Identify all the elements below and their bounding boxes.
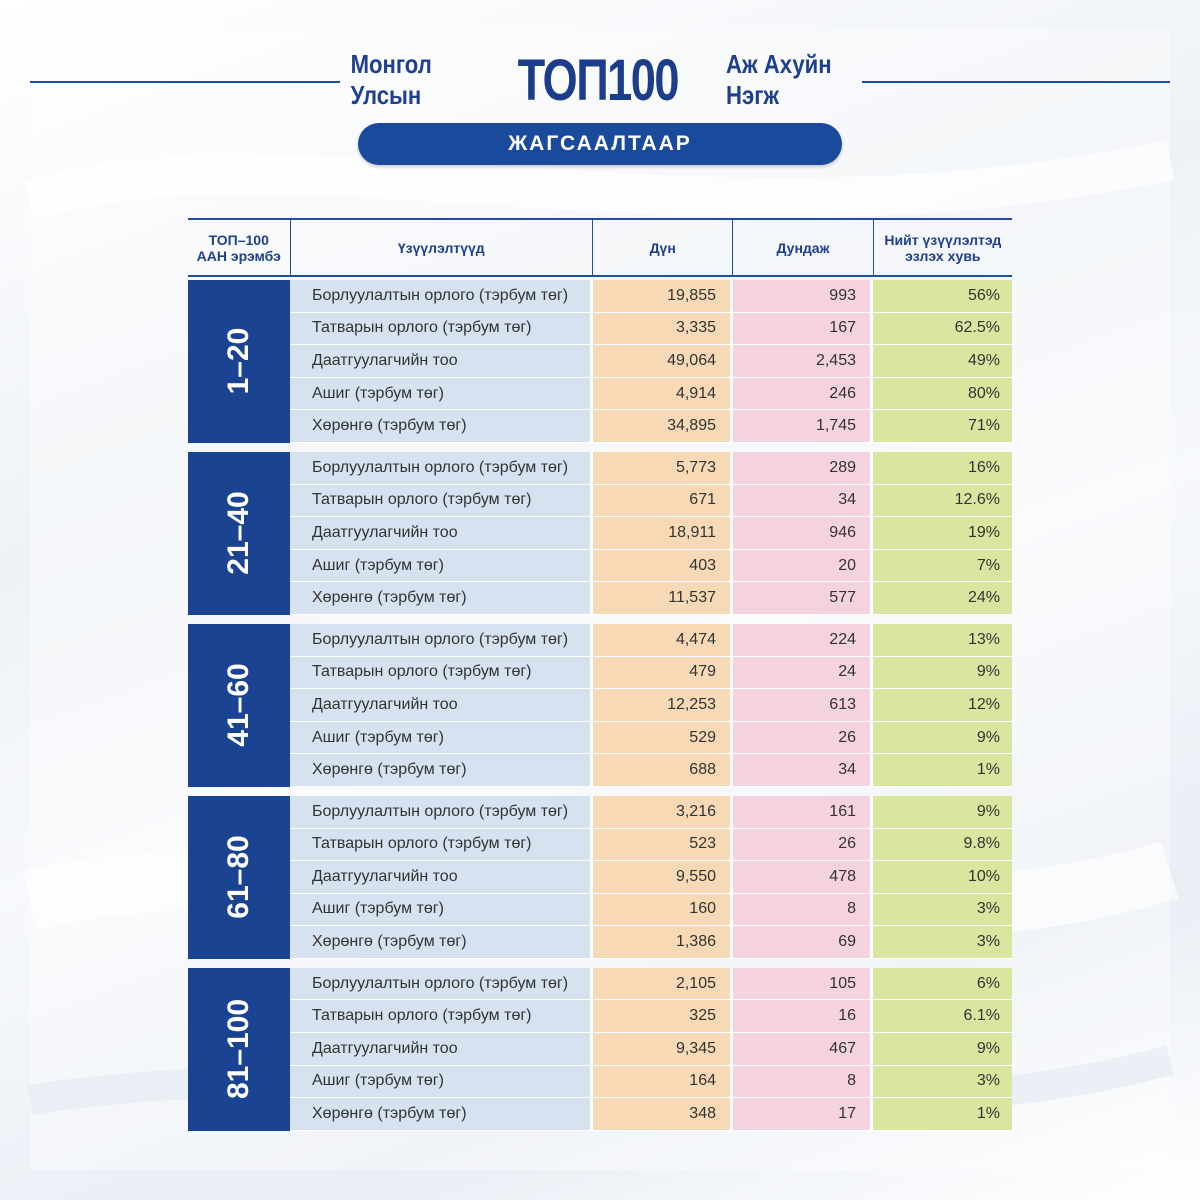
pct-cell: 9% <box>873 1033 1012 1066</box>
table-row <box>290 280 1012 313</box>
header-rule-right <box>862 81 1170 83</box>
table-row <box>290 1066 1012 1099</box>
sum-cell: 164 <box>593 1066 733 1099</box>
avg-cell: 17 <box>733 1098 873 1131</box>
sum-cell: 9,550 <box>593 861 733 894</box>
sum-cell: 5,773 <box>593 452 733 485</box>
rank-group <box>188 452 1012 615</box>
sum-cell: 403 <box>593 550 733 583</box>
avg-cell: 24 <box>733 657 873 690</box>
indicator-cell: Татварын орлого (тэрбум төг) <box>290 1000 593 1033</box>
pct-cell: 6% <box>873 968 1012 1001</box>
page-title <box>340 47 862 113</box>
header-pct-label: Нийт үзүүлэлтэд эзлэх хувь <box>884 231 1002 264</box>
sum-cell: 688 <box>593 754 733 787</box>
table-row <box>290 1000 1012 1033</box>
avg-cell: 167 <box>733 313 873 346</box>
indicator-cell: Хөрөнгө (тэрбум төг) <box>290 582 593 615</box>
avg-cell: 577 <box>733 582 873 615</box>
section-banner: ЖАГСААЛТААР <box>358 123 842 165</box>
table-row <box>290 517 1012 550</box>
header-rank-label: ТОП–100 ААН эрэмбэ <box>196 231 281 264</box>
table-row <box>290 968 1012 1001</box>
indicator-cell: Хөрөнгө (тэрбум төг) <box>290 926 593 959</box>
indicator-cell: Татварын орлого (тэрбум төг) <box>290 657 593 690</box>
table-row <box>290 550 1012 583</box>
pct-cell: 10% <box>873 861 1012 894</box>
rank-band <box>188 624 290 787</box>
indicator-cell: Даатгуулагчийн тоо <box>290 517 593 550</box>
indicator-cell: Ашиг (тэрбум төг) <box>290 378 593 411</box>
avg-cell: 105 <box>733 968 873 1001</box>
sum-cell: 12,253 <box>593 689 733 722</box>
group-rows <box>290 452 1012 615</box>
table-row <box>290 410 1012 443</box>
rank-band <box>188 280 290 443</box>
avg-cell: 8 <box>733 1066 873 1099</box>
indicator-cell: Борлуулалтын орлого (тэрбум төг) <box>290 968 593 1001</box>
pct-cell: 13% <box>873 624 1012 657</box>
avg-cell: 246 <box>733 378 873 411</box>
avg-cell: 224 <box>733 624 873 657</box>
sum-cell: 523 <box>593 829 733 862</box>
table-row <box>290 485 1012 518</box>
table-row <box>290 1033 1012 1066</box>
sum-cell: 4,914 <box>593 378 733 411</box>
table-row <box>290 689 1012 722</box>
group-rows <box>290 796 1012 959</box>
avg-cell: 34 <box>733 485 873 518</box>
pct-cell: 71% <box>873 410 1012 443</box>
table-header <box>188 218 1012 277</box>
avg-cell: 1,745 <box>733 410 873 443</box>
avg-cell: 993 <box>733 280 873 313</box>
indicator-cell: Татварын орлого (тэрбум төг) <box>290 829 593 862</box>
avg-cell: 26 <box>733 722 873 755</box>
rank-group <box>188 968 1012 1131</box>
table-row <box>290 582 1012 615</box>
title-top100: ТОП100 <box>517 47 679 113</box>
indicator-cell: Даатгуулагчийн тоо <box>290 345 593 378</box>
sum-cell: 348 <box>593 1098 733 1131</box>
table-row <box>290 894 1012 927</box>
sum-cell: 479 <box>593 657 733 690</box>
rank-label: 41–60 <box>222 663 255 748</box>
avg-cell: 161 <box>733 796 873 829</box>
indicator-cell: Борлуулалтын орлого (тэрбум төг) <box>290 796 593 829</box>
sum-cell: 1,386 <box>593 926 733 959</box>
table-row <box>290 861 1012 894</box>
sum-cell: 529 <box>593 722 733 755</box>
pct-cell: 56% <box>873 280 1012 313</box>
pct-cell: 9% <box>873 722 1012 755</box>
avg-cell: 478 <box>733 861 873 894</box>
indicator-cell: Татварын орлого (тэрбум төг) <box>290 313 593 346</box>
table-row <box>290 345 1012 378</box>
pct-cell: 3% <box>873 926 1012 959</box>
table-row <box>290 378 1012 411</box>
rank-group <box>188 280 1012 443</box>
pct-cell: 6.1% <box>873 1000 1012 1033</box>
sum-cell: 325 <box>593 1000 733 1033</box>
pct-cell: 9% <box>873 657 1012 690</box>
header-rank <box>188 220 291 275</box>
sum-cell: 160 <box>593 894 733 927</box>
table-body <box>188 280 1012 1131</box>
indicator-cell: Хөрөнгө (тэрбум төг) <box>290 1098 593 1131</box>
rank-label: 61–80 <box>222 835 255 920</box>
title-right: Аж Ахуйн Нэгж <box>725 49 832 110</box>
group-rows <box>290 280 1012 443</box>
sum-cell: 4,474 <box>593 624 733 657</box>
sum-cell: 2,105 <box>593 968 733 1001</box>
table-row <box>290 657 1012 690</box>
table-row <box>290 313 1012 346</box>
pct-cell: 49% <box>873 345 1012 378</box>
group-rows <box>290 968 1012 1131</box>
sum-cell: 3,216 <box>593 796 733 829</box>
pct-cell: 19% <box>873 517 1012 550</box>
table-row <box>290 722 1012 755</box>
avg-cell: 2,453 <box>733 345 873 378</box>
header-rule-left <box>30 81 340 83</box>
indicator-cell: Даатгуулагчийн тоо <box>290 689 593 722</box>
rank-group <box>188 624 1012 787</box>
table-row <box>290 1098 1012 1131</box>
indicator-cell: Ашиг (тэрбум төг) <box>290 1066 593 1099</box>
rank-label: 21–40 <box>222 491 255 576</box>
sum-cell: 11,537 <box>593 582 733 615</box>
rank-band <box>188 968 290 1131</box>
sum-cell: 18,911 <box>593 517 733 550</box>
indicator-cell: Даатгуулагчийн тоо <box>290 861 593 894</box>
header-sum: Дүн <box>593 220 733 275</box>
indicator-cell: Ашиг (тэрбум төг) <box>290 722 593 755</box>
indicator-cell: Борлуулалтын орлого (тэрбум төг) <box>290 452 593 485</box>
avg-cell: 26 <box>733 829 873 862</box>
table-row <box>290 624 1012 657</box>
pct-cell: 1% <box>873 1098 1012 1131</box>
avg-cell: 8 <box>733 894 873 927</box>
avg-cell: 34 <box>733 754 873 787</box>
sum-cell: 3,335 <box>593 313 733 346</box>
avg-cell: 16 <box>733 1000 873 1033</box>
avg-cell: 69 <box>733 926 873 959</box>
ranking-table <box>188 218 1012 1131</box>
title-left: Монгол Улсын <box>350 49 432 110</box>
table-row <box>290 926 1012 959</box>
table-row <box>290 829 1012 862</box>
header-avg: Дундаж <box>733 220 873 275</box>
pct-cell: 24% <box>873 582 1012 615</box>
table-row <box>290 754 1012 787</box>
pct-cell: 12.6% <box>873 485 1012 518</box>
pct-cell: 7% <box>873 550 1012 583</box>
rank-group <box>188 796 1012 959</box>
table-row <box>290 452 1012 485</box>
avg-cell: 946 <box>733 517 873 550</box>
rank-label: 1–20 <box>222 328 255 395</box>
sum-cell: 671 <box>593 485 733 518</box>
pct-cell: 12% <box>873 689 1012 722</box>
sum-cell: 49,064 <box>593 345 733 378</box>
pct-cell: 1% <box>873 754 1012 787</box>
pct-cell: 16% <box>873 452 1012 485</box>
avg-cell: 289 <box>733 452 873 485</box>
indicator-cell: Борлуулалтын орлого (тэрбум төг) <box>290 280 593 313</box>
pct-cell: 3% <box>873 894 1012 927</box>
header-indicator: Үзүүлэлтүүд <box>291 220 594 275</box>
indicator-cell: Ашиг (тэрбум төг) <box>290 894 593 927</box>
indicator-cell: Хөрөнгө (тэрбум төг) <box>290 754 593 787</box>
pct-cell: 9% <box>873 796 1012 829</box>
indicator-cell: Борлуулалтын орлого (тэрбум төг) <box>290 624 593 657</box>
indicator-cell: Хөрөнгө (тэрбум төг) <box>290 410 593 443</box>
rank-label: 81–100 <box>222 999 255 1100</box>
rank-band <box>188 796 290 959</box>
rank-band <box>188 452 290 615</box>
pct-cell: 62.5% <box>873 313 1012 346</box>
sum-cell: 9,345 <box>593 1033 733 1066</box>
header-pct <box>874 220 1012 275</box>
group-rows <box>290 624 1012 787</box>
sum-cell: 19,855 <box>593 280 733 313</box>
avg-cell: 467 <box>733 1033 873 1066</box>
table-row <box>290 796 1012 829</box>
avg-cell: 20 <box>733 550 873 583</box>
indicator-cell: Ашиг (тэрбум төг) <box>290 550 593 583</box>
pct-cell: 3% <box>873 1066 1012 1099</box>
indicator-cell: Татварын орлого (тэрбум төг) <box>290 485 593 518</box>
indicator-cell: Даатгуулагчийн тоо <box>290 1033 593 1066</box>
pct-cell: 9.8% <box>873 829 1012 862</box>
pct-cell: 80% <box>873 378 1012 411</box>
sum-cell: 34,895 <box>593 410 733 443</box>
avg-cell: 613 <box>733 689 873 722</box>
